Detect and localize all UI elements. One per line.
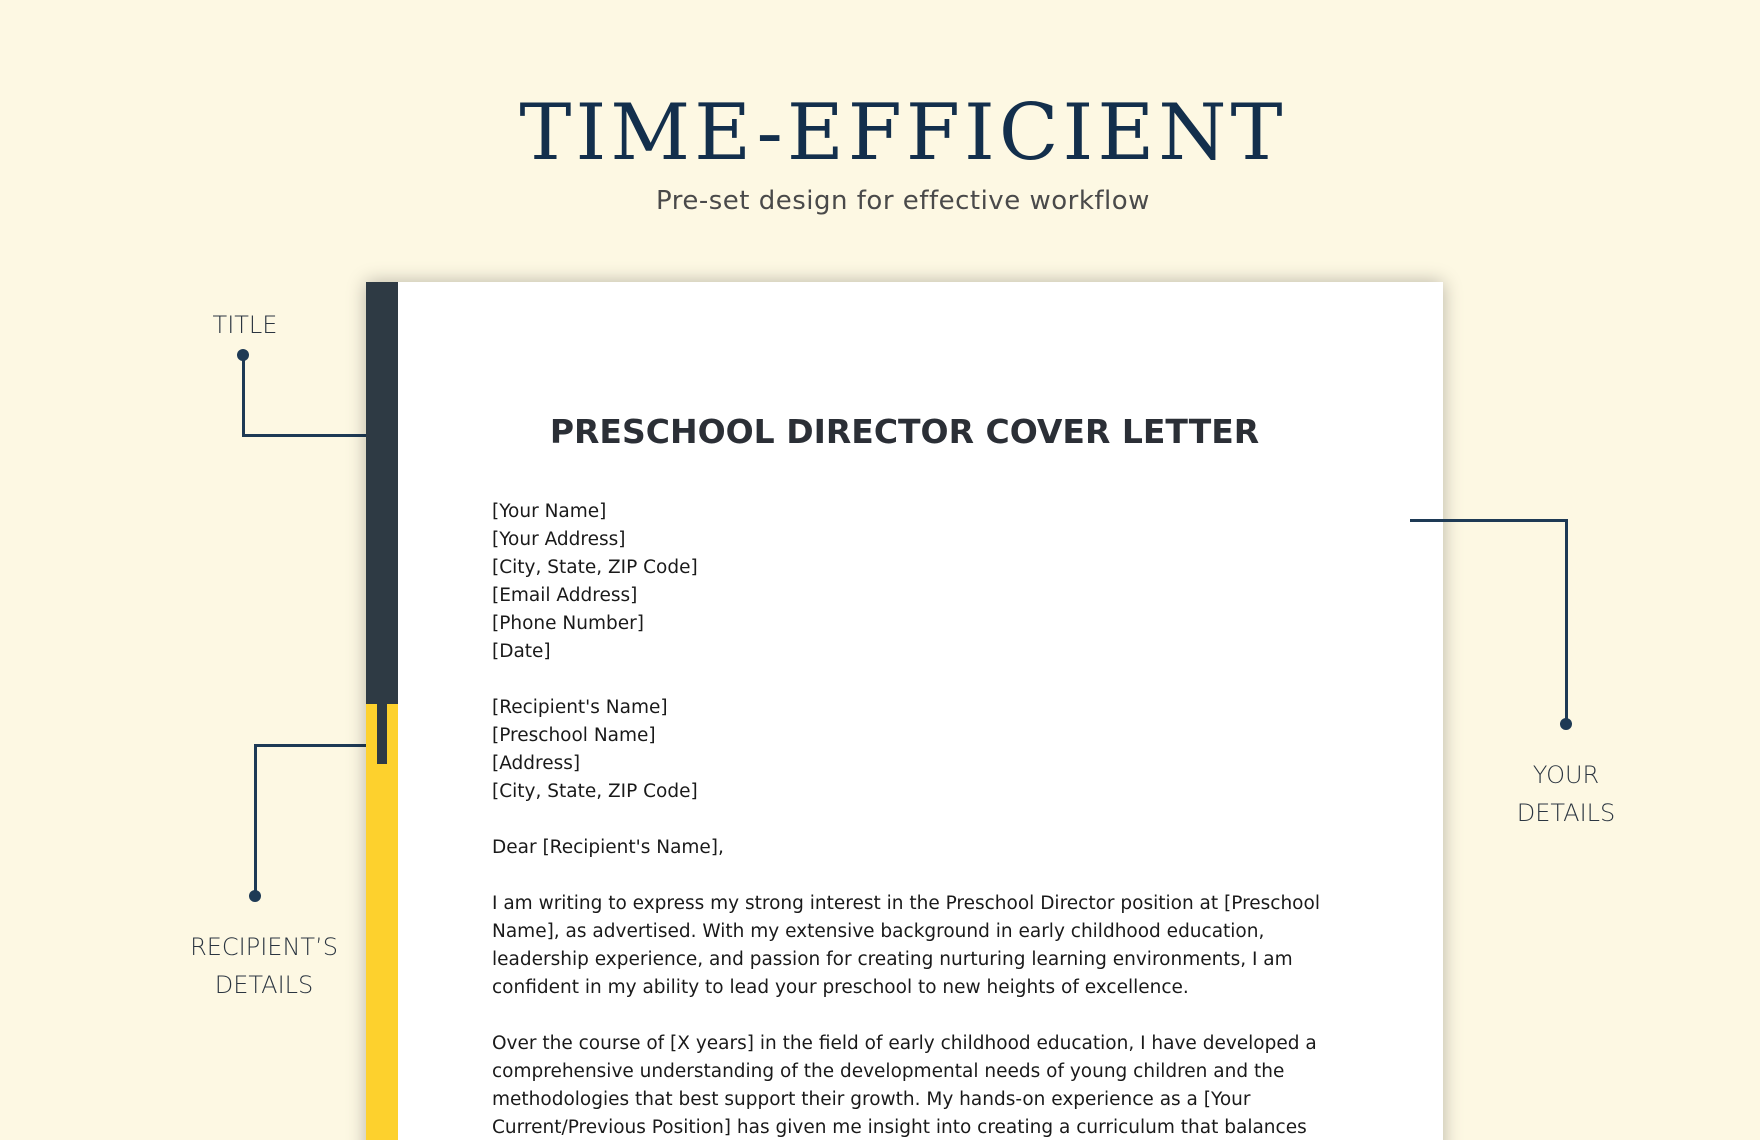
recipient-details [492,694,1332,806]
page-headline: TIME-EFFICIENT [519,88,1287,178]
callout-line-recipient-vertical [254,744,257,894]
sender-line: [City, State, ZIP Code] [492,557,698,578]
callout-label-title: TITLE [212,311,278,339]
callout-dot-your [1560,718,1572,730]
document-body [492,498,1332,1140]
callout-line-title-vertical [242,355,245,437]
callout-line-your-horizontal [1410,519,1568,522]
callout-label-your-line2: DETAILS [1516,799,1616,827]
recipient-line: [City, State, ZIP Code] [492,781,698,802]
callout-label-your-line1: YOUR [1532,761,1600,789]
page-subheadline: Pre-set design for effective workflow [656,186,1150,216]
callout-dot-recipient [249,890,261,902]
document-page [366,282,1443,1140]
sender-line: [Date] [492,641,551,662]
side-band-yellow [366,704,398,1140]
sender-details [492,498,1332,666]
callout-label-recipient-line1: RECIPIENT’S [190,933,338,961]
sender-line: [Email Address] [492,585,638,606]
document-title: PRESCHOOL DIRECTOR COVER LETTER [549,412,1260,451]
callout-label-recipient-line2: DETAILS [214,971,314,999]
recipient-line: [Address] [492,753,581,774]
sender-line: [Phone Number] [492,613,644,634]
salutation: Dear [Recipient's Name], [492,837,724,858]
callout-label-your [1500,756,1632,832]
callout-label-recipient [174,928,354,1004]
body-paragraph-1: I am writing to express my strong interest in the Preschool Director position at [Preschool Name], as advertised. With my extensive background in early childhood education, leadership experience, and passion for creating nurturing learning environments, I am confident in my ability to lead your preschool to new heights of excellence. [492,893,1320,998]
side-band-dark [366,282,398,704]
recipient-line: [Recipient's Name] [492,697,668,718]
side-band-notch [377,704,387,764]
body-paragraph-2: Over the course of [X years] in the field of early childhood education, I have developed a comprehensive understanding of the developmental needs of young children and the methodologies that best support their growth. My hands-on experience as a [Your Current/Previous Position] has given me insight into creating a curriculum that balances [492,1033,1317,1138]
recipient-line: [Preschool Name] [492,725,656,746]
callout-line-your-vertical [1565,519,1568,721]
sender-line: [Your Name] [492,501,607,522]
sender-line: [Your Address] [492,529,626,550]
